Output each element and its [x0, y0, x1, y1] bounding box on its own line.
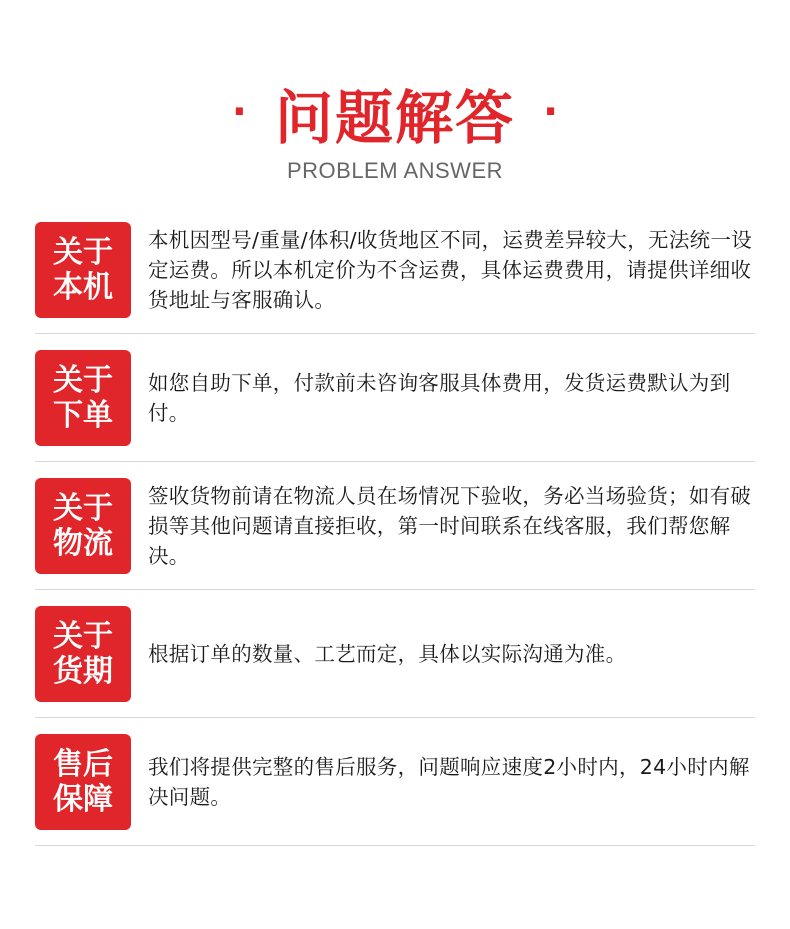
title-dot-left: · [231, 89, 247, 135]
faq-badge-line2: 货期 [53, 653, 113, 689]
faq-badge [35, 478, 131, 574]
faq-answer: 根据订单的数量、工艺而定，具体以实际沟通为准。 [148, 641, 627, 666]
faq-item-machine [35, 206, 755, 334]
faq-badge-line1: 关于 [53, 490, 113, 526]
faq-badge-line1: 关于 [53, 234, 113, 270]
page-title: 问题解答 [274, 84, 515, 152]
faq-item-delivery-time [35, 590, 755, 718]
faq-badge-line2: 本机 [53, 269, 113, 305]
faq-answer: 签收货物前请在物流人员在场情况下验收，务必当场验货；如有破损等其他问题请直接拒收，第一时间联系在线客服，我们帮您解决。 [148, 483, 752, 568]
faq-answer: 本机因型号/重量/体积/收货地区不同，运费差异较大，无法统一设定运费。所以本机定价为不含运费，具体运费费用，请提供详细收货地址与客服确认。 [148, 227, 753, 312]
faq-badge-line2: 下单 [53, 397, 113, 433]
faq-item-after-sales [35, 718, 755, 846]
faq-badge-line2: 物流 [53, 525, 113, 561]
faq-list [35, 206, 755, 846]
faq-item-logistics [35, 462, 755, 590]
faq-item-order [35, 334, 755, 462]
title-row [0, 78, 790, 158]
faq-badge [35, 606, 131, 702]
page-subtitle: PROBLEM ANSWER [286, 158, 504, 183]
faq-badge [35, 734, 131, 830]
faq-badge-line1: 售后 [53, 746, 113, 782]
page-header [0, 78, 790, 184]
faq-badge-line1: 关于 [53, 362, 113, 398]
faq-badge [35, 222, 131, 318]
faq-answer: 我们将提供完整的售后服务，问题响应速度2小时内，24小时内解决问题。 [148, 754, 750, 809]
faq-badge-line1: 关于 [53, 618, 113, 654]
title-dot-right: · [543, 89, 559, 135]
faq-badge [35, 350, 131, 446]
faq-answer: 如您自助下单，付款前未咨询客服具体费用，发货运费默认为到付。 [148, 370, 731, 425]
faq-badge-line2: 保障 [53, 781, 113, 817]
